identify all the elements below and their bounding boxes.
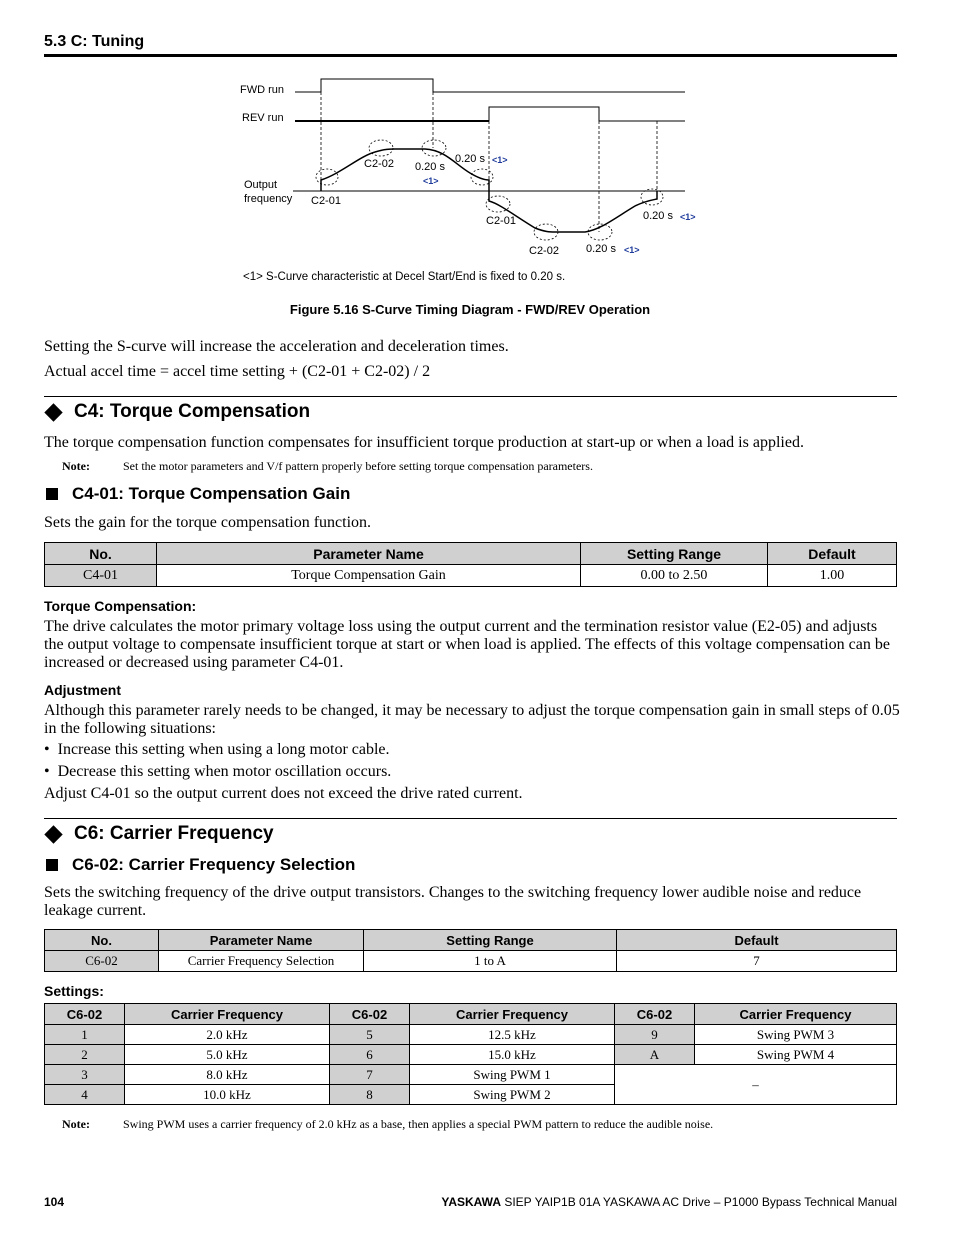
cell: 1.00 <box>768 565 897 587</box>
figure-footnote: <1> S-Curve characteristic at Decel Start/End is fixed to 0.20 s. <box>243 271 566 283</box>
cell: 2.0 kHz <box>125 1025 330 1045</box>
c6-heading <box>44 823 274 845</box>
adjustment-text: Although this parameter rarely needs to be changed, it may be necessary to adjust the torque compensation gain in small steps of 0.05 in the following situations: <box>44 702 900 737</box>
col-header: Parameter Name <box>159 930 364 951</box>
fwd-run-label: FWD run <box>240 84 284 96</box>
bullet-text: Increase this setting when using a long motor cable. <box>57 741 390 758</box>
cell: Swing PWM 4 <box>695 1045 897 1065</box>
empty-merged-cell: – <box>615 1065 897 1105</box>
c4-title: C4: Torque Compensation <box>74 401 311 422</box>
c4-01-parameter-table <box>44 542 897 587</box>
c6-02-title: C6-02: Carrier Frequency Selection <box>72 855 356 874</box>
cell: Carrier Frequency Selection <box>159 951 364 972</box>
cell: 2 <box>45 1045 125 1065</box>
c2-02-label: C2-02 <box>364 158 394 170</box>
col-header: C6-02 <box>330 1004 410 1025</box>
cell: 5.0 kHz <box>125 1045 330 1065</box>
cell: 7 <box>330 1065 410 1085</box>
col-header: No. <box>45 543 157 565</box>
header-rule <box>44 54 897 57</box>
cell: 10.0 kHz <box>125 1085 330 1105</box>
table-row <box>45 951 897 972</box>
diamond-icon <box>44 825 62 843</box>
figure-caption-text: Figure 5.16 S-Curve Timing Diagram - FWD/REV Operation <box>289 302 651 317</box>
cell: Swing PWM 3 <box>695 1025 897 1045</box>
bullet-item: • Decrease this setting when motor oscillation occurs. <box>44 763 392 780</box>
page-number: 104 <box>44 1195 65 1209</box>
c4-heading <box>44 401 310 423</box>
decel-end-time: 0.20 s <box>455 153 485 165</box>
cell: 1 to A <box>364 951 617 972</box>
cell: A <box>615 1045 695 1065</box>
table-row <box>45 1045 897 1065</box>
brand-name: YASKAWA <box>441 1195 501 1209</box>
cell: 4 <box>45 1085 125 1105</box>
col-header: Carrier Frequency <box>125 1004 330 1025</box>
note-label: Note: <box>62 459 90 473</box>
note-text: Swing PWM uses a carrier frequency of 2.0 kHz as a base, then applies a special PWM pattern to reduce the audible noise. <box>123 1117 714 1131</box>
cell: 12.5 kHz <box>410 1025 615 1045</box>
col-header: Parameter Name <box>157 543 581 565</box>
torque-compensation-subheading: Torque Compensation: <box>44 598 197 614</box>
cell: 9 <box>615 1025 695 1045</box>
col-header: Setting Range <box>581 543 768 565</box>
c4-01-heading <box>44 484 350 504</box>
c4-01-description: Sets the gain for the torque compensation function. <box>44 514 372 531</box>
col-header: C6-02 <box>615 1004 695 1025</box>
footnote-ref: <1> <box>680 212 696 222</box>
bullet-item: • Increase this setting when using a long motor cable. <box>44 741 390 758</box>
col-header: No. <box>45 930 159 951</box>
square-icon <box>46 488 58 500</box>
manual-title-text: SIEP YAIP1B 01A YASKAWA AC Drive – P1000 Bypass Technical Manual <box>501 1195 897 1209</box>
table-row <box>45 1025 897 1045</box>
footnote-ref: <1> <box>423 176 439 186</box>
table-row <box>45 1065 897 1085</box>
c2-01-label-rev: C2-01 <box>486 215 516 227</box>
output-frequency-label: Output <box>244 179 278 191</box>
cell: 8 <box>330 1085 410 1105</box>
c6-note <box>62 1117 713 1132</box>
rev-run-label: REV run <box>242 112 284 124</box>
s-curve-timing-diagram <box>230 70 710 270</box>
cell: 1 <box>45 1025 125 1045</box>
figure-caption <box>0 302 954 317</box>
square-icon <box>46 859 58 871</box>
cell: Swing PWM 1 <box>410 1065 615 1085</box>
c6-02-parameter-table <box>44 929 897 972</box>
cell: 3 <box>45 1065 125 1085</box>
cell: 6 <box>330 1045 410 1065</box>
cell: 7 <box>617 951 897 972</box>
note-label: Note: <box>62 1117 90 1131</box>
cell: Swing PWM 2 <box>410 1085 615 1105</box>
c2-02-label-rev: C2-02 <box>529 245 559 257</box>
cell: 0.00 to 2.50 <box>581 565 768 587</box>
adjustment-final: Adjust C4-01 so the output current does not exceed the drive rated current. <box>44 785 523 802</box>
footnote-ref: <1> <box>624 245 640 255</box>
adjustment-subheading: Adjustment <box>44 682 121 698</box>
decel-end-time-rev: 0.20 s <box>643 210 673 222</box>
table-row <box>45 565 897 587</box>
col-header: Carrier Frequency <box>410 1004 615 1025</box>
col-header: C6-02 <box>45 1004 125 1025</box>
output-frequency-label-2: frequency <box>244 193 293 205</box>
c4-description: The torque compensation function compensates for insufficient torque production at start-up or when a load is applied. <box>44 434 804 451</box>
cell: C4-01 <box>45 565 157 587</box>
diamond-icon <box>44 403 62 421</box>
torque-compensation-text: The drive calculates the motor primary voltage loss using the output current and the termination resistor value (E2-05) and adjusts the output voltage to compensate insufficient torque at start or when load is applied. The effects of this voltage compensation can be increased or decreased using parameter C4-01. <box>44 618 890 671</box>
col-header: Default <box>768 543 897 565</box>
settings-subheading: Settings: <box>44 983 104 999</box>
intro-line-2: Actual accel time = accel time setting + (C2-01 + C2-02) / 2 <box>44 363 431 380</box>
col-header: Setting Range <box>364 930 617 951</box>
decel-start-time-rev: 0.20 s <box>586 243 616 255</box>
col-header: Default <box>617 930 897 951</box>
col-header: Carrier Frequency <box>695 1004 897 1025</box>
c4-note <box>62 459 593 474</box>
section-header: 5.3 C: Tuning <box>44 33 145 50</box>
c6-title: C6: Carrier Frequency <box>74 823 274 844</box>
cell: C6-02 <box>45 951 159 972</box>
bullet-text: Decrease this setting when motor oscillation occurs. <box>57 763 392 780</box>
manual-title <box>441 1195 897 1209</box>
carrier-frequency-settings-table <box>44 1003 897 1105</box>
decel-start-time: 0.20 s <box>415 161 445 173</box>
footnote-ref: <1> <box>492 155 508 165</box>
c4-01-title: C4-01: Torque Compensation Gain <box>72 484 351 503</box>
section-rule <box>44 396 897 397</box>
c6-02-description: Sets the switching frequency of the drive output transistors. Changes to the switching frequency lower audible noise and reduce leakage current. <box>44 884 862 919</box>
c6-02-heading <box>44 855 355 875</box>
c2-01-label: C2-01 <box>311 195 341 207</box>
cell: Torque Compensation Gain <box>157 565 581 587</box>
cell: 15.0 kHz <box>410 1045 615 1065</box>
intro-line-1: Setting the S-curve will increase the acceleration and deceleration times. <box>44 338 509 355</box>
cell: 8.0 kHz <box>125 1065 330 1085</box>
cell: 5 <box>330 1025 410 1045</box>
section-rule <box>44 818 897 819</box>
note-text: Set the motor parameters and V/f pattern properly before setting torque compensation parameters. <box>123 459 593 473</box>
